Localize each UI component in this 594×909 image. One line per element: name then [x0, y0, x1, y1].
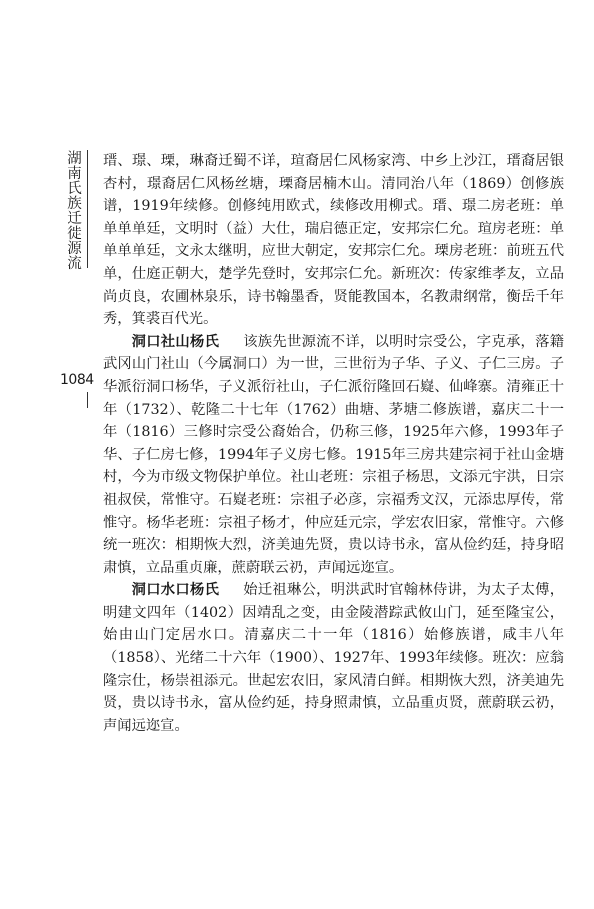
running-title: 湖南氏族迁徙源流: [65, 150, 81, 270]
section-heading: 洞口水口杨氏: [131, 582, 220, 599]
margin-rule-bottom: [87, 392, 88, 408]
paragraph-text: 始迁祖琳公，明洪武时官翰林侍讲，为太子太傅，明建文四年（1402）因靖乱之变，由金陵潜踪武攸山门，延至隆宝公，始由山门定居水口。清嘉庆二十一年（1816）始修族谱，咸丰八年（1858）、光绪二十六年（1900）、1927年、1993年续修。班次：应翁隆宗仕，杨崇祖添元。世起宏农旧，家风清白鲜。相期恢大烈，济美迪先贤，贵以诗书永，富从俭约延，持身照肃慎，立品重贞贤，蔗蔚联云礽，声闻远迩宣。: [103, 582, 565, 734]
section-heading: 洞口社山杨氏: [131, 333, 220, 350]
paragraph: [103, 579, 564, 737]
paragraph: [103, 150, 564, 331]
page-number: 1084: [60, 372, 94, 388]
paragraph-text: 瑨、璟、瑮，琳裔迁蜀不详，瑄裔居仁风杨家湾、中乡上沙江，瑨裔居银杏村，璟裔居仁风杨丝塘，瑮裔居楠木山。清同治八年（1869）创修族谱，1919年续修。创修纯用欧式，续修改用柳式。瑨、璟二房老班：单单单单廷，文明时（益）大仕，瑞启德正定，安邦宗仁允。瑄房老班：单单单单廷，文永太继明，应世大朝定，安邦宗仁允。瑮房老班：前班五代单，仕庭正朝大，楚学先登时，安邦宗仁允。新班次：传家维孝友，立品尚贞良，农圃林泉乐，诗书翰墨香，贤能教国本，名教肃纲常，衡岳千年秀，箕裘百代光。: [103, 153, 564, 328]
paragraph: [103, 331, 564, 580]
paragraph-text: 该族先世源流不详，以明时宗受公，字克承，落籍武冈山门社山（今属洞口）为一世，三世衍为子华、子义、子仁三房。子华派衍洞口杨华，子义派衍社山，子仁派衍隆回石嶷、仙峰寨。清雍正十年（1732）、乾隆二十七年（1762）曲塘、茅塘二修族谱，嘉庆二十一年（1816）三修时宗受公裔始合，仍称三修，1925年六修，1993年子华、子仁房七修，1994年子义房七修。1915年三房共建宗祠于社山金塘村，今为市级文物保护单位。社山老班：宗祖子杨思，文添元宇洪，日宗祖叔侯，常惟守。石嶷老班：宗祖子必彦，宗福秀文汉，元添忠厚传，常惟守。杨华老班：宗祖子杨才，仲应廷元宗，学宏农旧家，常惟守。六修统一班次：相期恢大烈，济美迪先贤，贵以诗书永，富从俭约廷，持身昭肃慎，立品重贞廉，蔗蔚联云礽，声闻远迩宣。: [103, 333, 565, 576]
margin-rule-top: [87, 150, 88, 268]
body-text: [103, 150, 564, 737]
